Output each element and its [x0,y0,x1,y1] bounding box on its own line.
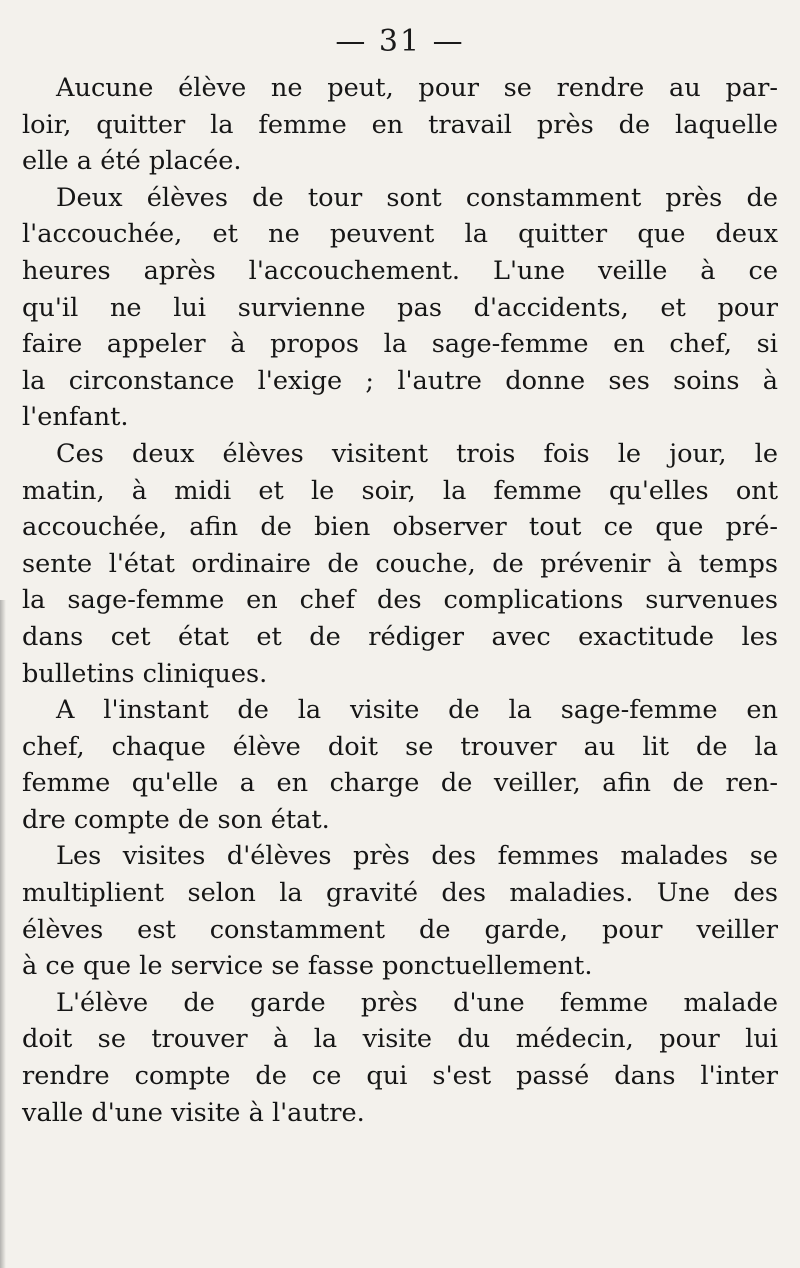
text-line: sente l'état ordinaire de couche, de prévenir à temps [22,548,778,579]
body-text [22,70,778,1131]
paragraph [22,692,778,838]
text-line: Ces deux élèves visitent trois fois le jour, le [56,438,778,469]
text-line: femme qu'elle a en charge de veiller, afin de ren- [22,768,778,799]
text-line: A l'instant de la visite de la sage-femme en [56,695,778,726]
text-line: elle a été placée. [22,146,242,177]
text-line: l'enfant. [22,402,129,433]
text-line: élèves est constamment de garde, pour veiller [22,914,778,945]
paragraph [22,436,778,692]
text-line: faire appeler à propos la sage-femme en chef, si [22,329,778,360]
text-line: multiplient selon la gravité des maladies. Une des [22,878,778,909]
text-line: accouchée, afin de bien observer tout ce que pré- [22,512,778,543]
text-line: rendre compte de ce qui s'est passé dans l'inter [22,1061,778,1092]
text-line: bulletins cliniques. [22,658,268,689]
text-line: à ce que le service se fasse ponctuellement. [22,951,593,982]
text-line: matin, à midi et le soir, la femme qu'elles ont [22,475,778,506]
text-line: qu'il ne lui survienne pas d'accidents, et pour [22,292,778,323]
text-line: chef, chaque élève doit se trouver au lit de la [22,731,778,762]
page-number: — 31 — [335,24,465,59]
paragraph [22,70,778,180]
text-line: Les visites d'élèves près des femmes malades se [56,841,778,872]
text-line: Deux élèves de tour sont constamment près de [56,182,778,213]
text-line: Aucune élève ne peut, pour se rendre au par- [56,73,778,103]
paragraph [22,180,778,436]
page-edge-shadow [0,600,6,1268]
text-line: la circonstance l'exige ; l'autre donne ses soins à [22,365,778,396]
paragraph [22,838,778,984]
text-line: doit se trouver à la visite du médecin, pour lui [22,1024,778,1055]
text-line: L'élève de garde près d'une femme malade [56,987,778,1018]
text-line: l'accouchée, et ne peuvent la quitter que deux [22,219,778,250]
text-line: dre compte de son état. [22,804,330,835]
paragraph [22,985,778,1131]
text-line: la sage-femme en chef des complications survenues [22,585,778,616]
text-line: dans cet état et de rédiger avec exactitude les [22,621,778,652]
text-line: heures après l'accouchement. L'une veille à ce [22,255,778,286]
text-line: valle d'une visite à l'autre. [22,1097,365,1128]
text-line: loir, quitter la femme en travail près de laquelle [22,109,778,140]
